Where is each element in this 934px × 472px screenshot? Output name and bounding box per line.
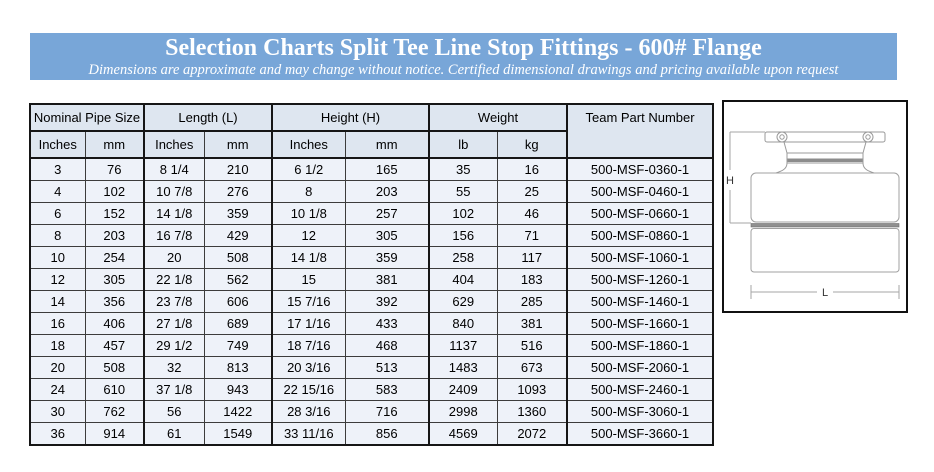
spec-table-head <box>30 104 713 158</box>
value-cell: 468 <box>345 335 429 357</box>
value-cell: 762 <box>85 401 144 423</box>
value-cell: 35 <box>429 158 497 181</box>
table-row <box>30 181 713 203</box>
value-cell: 156 <box>429 225 497 247</box>
value-cell: 25 <box>497 181 567 203</box>
value-cell: 14 <box>30 291 85 313</box>
fitting-neck-left <box>784 142 787 153</box>
value-cell: 15 7/16 <box>272 291 345 313</box>
value-cell: 516 <box>497 335 567 357</box>
table-row <box>30 423 713 446</box>
value-cell: 30 <box>30 401 85 423</box>
value-cell: 8 <box>30 225 85 247</box>
value-cell: 749 <box>204 335 272 357</box>
unit-sub-header: lb <box>429 131 497 158</box>
value-cell: 36 <box>30 423 85 446</box>
fitting-shoulder-right <box>863 163 874 173</box>
banner <box>30 33 897 80</box>
value-cell: 4569 <box>429 423 497 446</box>
value-cell: 583 <box>345 379 429 401</box>
value-cell: 1422 <box>204 401 272 423</box>
value-cell: 359 <box>345 247 429 269</box>
fitting-neck-right <box>863 142 866 153</box>
value-cell: 183 <box>497 269 567 291</box>
value-cell: 2998 <box>429 401 497 423</box>
part-number-cell: 500-MSF-1460-1 <box>567 291 713 313</box>
table-row <box>30 158 713 181</box>
value-cell: 6 <box>30 203 85 225</box>
value-cell: 4 <box>30 181 85 203</box>
value-cell: 562 <box>204 269 272 291</box>
value-cell: 20 <box>144 247 204 269</box>
value-cell: 203 <box>345 181 429 203</box>
value-cell: 2072 <box>497 423 567 446</box>
value-cell: 305 <box>85 269 144 291</box>
value-cell: 673 <box>497 357 567 379</box>
part-number-cell: 500-MSF-2460-1 <box>567 379 713 401</box>
value-cell: 606 <box>204 291 272 313</box>
value-cell: 258 <box>429 247 497 269</box>
value-cell: 23 7/8 <box>144 291 204 313</box>
col-group-header: Nominal Pipe Size <box>30 104 144 131</box>
value-cell: 16 <box>497 158 567 181</box>
part-number-cell: 500-MSF-0660-1 <box>567 203 713 225</box>
table-row <box>30 335 713 357</box>
value-cell: 1360 <box>497 401 567 423</box>
value-cell: 813 <box>204 357 272 379</box>
value-cell: 276 <box>204 181 272 203</box>
value-cell: 117 <box>497 247 567 269</box>
part-number-cell: 500-MSF-1260-1 <box>567 269 713 291</box>
value-cell: 254 <box>85 247 144 269</box>
part-number-cell: 500-MSF-0460-1 <box>567 181 713 203</box>
value-cell: 16 <box>30 313 85 335</box>
part-number-cell: 500-MSF-0360-1 <box>567 158 713 181</box>
value-cell: 33 11/16 <box>272 423 345 446</box>
table-row <box>30 269 713 291</box>
value-cell: 2409 <box>429 379 497 401</box>
value-cell: 152 <box>85 203 144 225</box>
value-cell: 18 7/16 <box>272 335 345 357</box>
value-cell: 46 <box>497 203 567 225</box>
value-cell: 8 <box>272 181 345 203</box>
value-cell: 433 <box>345 313 429 335</box>
value-cell: 10 <box>30 247 85 269</box>
value-cell: 16 7/8 <box>144 225 204 247</box>
value-cell: 20 <box>30 357 85 379</box>
bolt-right-icon <box>863 132 873 142</box>
value-cell: 165 <box>345 158 429 181</box>
col-group-header: Weight <box>429 104 567 131</box>
value-cell: 28 3/16 <box>272 401 345 423</box>
value-cell: 71 <box>497 225 567 247</box>
value-cell: 610 <box>85 379 144 401</box>
unit-sub-header: Inches <box>30 131 85 158</box>
value-cell: 840 <box>429 313 497 335</box>
value-cell: 1549 <box>204 423 272 446</box>
value-cell: 102 <box>429 203 497 225</box>
table-row <box>30 203 713 225</box>
value-cell: 513 <box>345 357 429 379</box>
col-group-header: Height (H) <box>272 104 429 131</box>
unit-sub-header: mm <box>345 131 429 158</box>
value-cell: 381 <box>345 269 429 291</box>
value-cell: 305 <box>345 225 429 247</box>
table-row <box>30 313 713 335</box>
value-cell: 210 <box>204 158 272 181</box>
spec-table <box>29 103 714 446</box>
value-cell: 55 <box>429 181 497 203</box>
value-cell: 356 <box>85 291 144 313</box>
part-number-cell: 500-MSF-1060-1 <box>567 247 713 269</box>
value-cell: 8 1/4 <box>144 158 204 181</box>
fitting-diagram <box>722 100 908 313</box>
bolt-left-icon <box>777 132 787 142</box>
table-row <box>30 225 713 247</box>
value-cell: 1137 <box>429 335 497 357</box>
table-row <box>30 291 713 313</box>
l-dimension-label: L <box>821 287 829 299</box>
value-cell: 14 1/8 <box>144 203 204 225</box>
part-number-cell: 500-MSF-3660-1 <box>567 423 713 446</box>
value-cell: 914 <box>85 423 144 446</box>
unit-sub-header: mm <box>85 131 144 158</box>
value-cell: 689 <box>204 313 272 335</box>
value-cell: 61 <box>144 423 204 446</box>
unit-sub-header: kg <box>497 131 567 158</box>
value-cell: 29 1/2 <box>144 335 204 357</box>
banner-title: Selection Charts Split Tee Line Stop Fittings - 600# Flange <box>165 35 762 61</box>
value-cell: 406 <box>85 313 144 335</box>
value-cell: 381 <box>497 313 567 335</box>
value-cell: 943 <box>204 379 272 401</box>
fitting-upper-body <box>751 173 899 222</box>
value-cell: 508 <box>204 247 272 269</box>
value-cell: 32 <box>144 357 204 379</box>
value-cell: 404 <box>429 269 497 291</box>
part-number-cell: 500-MSF-3060-1 <box>567 401 713 423</box>
fitting-drawing <box>724 102 906 311</box>
value-cell: 12 <box>272 225 345 247</box>
value-cell: 257 <box>345 203 429 225</box>
value-cell: 12 <box>30 269 85 291</box>
part-number-cell: 500-MSF-1860-1 <box>567 335 713 357</box>
fitting-gasket-band <box>788 159 863 163</box>
value-cell: 1483 <box>429 357 497 379</box>
value-cell: 392 <box>345 291 429 313</box>
value-cell: 22 15/16 <box>272 379 345 401</box>
part-number-cell: 500-MSF-2060-1 <box>567 357 713 379</box>
value-cell: 285 <box>497 291 567 313</box>
value-cell: 17 1/16 <box>272 313 345 335</box>
fitting-lower-body <box>751 229 899 273</box>
value-cell: 22 1/8 <box>144 269 204 291</box>
value-cell: 14 1/8 <box>272 247 345 269</box>
table-row <box>30 357 713 379</box>
value-cell: 76 <box>85 158 144 181</box>
part-number-cell: 500-MSF-0860-1 <box>567 225 713 247</box>
unit-sub-header: Inches <box>144 131 204 158</box>
table-row <box>30 247 713 269</box>
value-cell: 20 3/16 <box>272 357 345 379</box>
banner-subtitle: Dimensions are approximate and may change without notice. Certified dimensional drawings and pricing available upon request <box>88 62 839 78</box>
value-cell: 429 <box>204 225 272 247</box>
part-number-column-header: Team Part Number <box>567 104 713 158</box>
table-row <box>30 379 713 401</box>
value-cell: 10 1/8 <box>272 203 345 225</box>
value-cell: 27 1/8 <box>144 313 204 335</box>
unit-sub-header: mm <box>204 131 272 158</box>
unit-sub-header: Inches <box>272 131 345 158</box>
col-group-header: Length (L) <box>144 104 272 131</box>
h-dimension-label: H <box>726 175 734 187</box>
value-cell: 629 <box>429 291 497 313</box>
value-cell: 24 <box>30 379 85 401</box>
value-cell: 10 7/8 <box>144 181 204 203</box>
fitting-split-band <box>751 224 899 228</box>
table-row <box>30 401 713 423</box>
spec-table-body <box>30 158 713 445</box>
value-cell: 359 <box>204 203 272 225</box>
value-cell: 716 <box>345 401 429 423</box>
value-cell: 3 <box>30 158 85 181</box>
value-cell: 15 <box>272 269 345 291</box>
value-cell: 102 <box>85 181 144 203</box>
fitting-shoulder-left <box>776 163 787 173</box>
value-cell: 856 <box>345 423 429 446</box>
value-cell: 203 <box>85 225 144 247</box>
value-cell: 6 1/2 <box>272 158 345 181</box>
value-cell: 1093 <box>497 379 567 401</box>
part-number-cell: 500-MSF-1660-1 <box>567 313 713 335</box>
value-cell: 508 <box>85 357 144 379</box>
value-cell: 18 <box>30 335 85 357</box>
value-cell: 37 1/8 <box>144 379 204 401</box>
value-cell: 56 <box>144 401 204 423</box>
value-cell: 457 <box>85 335 144 357</box>
